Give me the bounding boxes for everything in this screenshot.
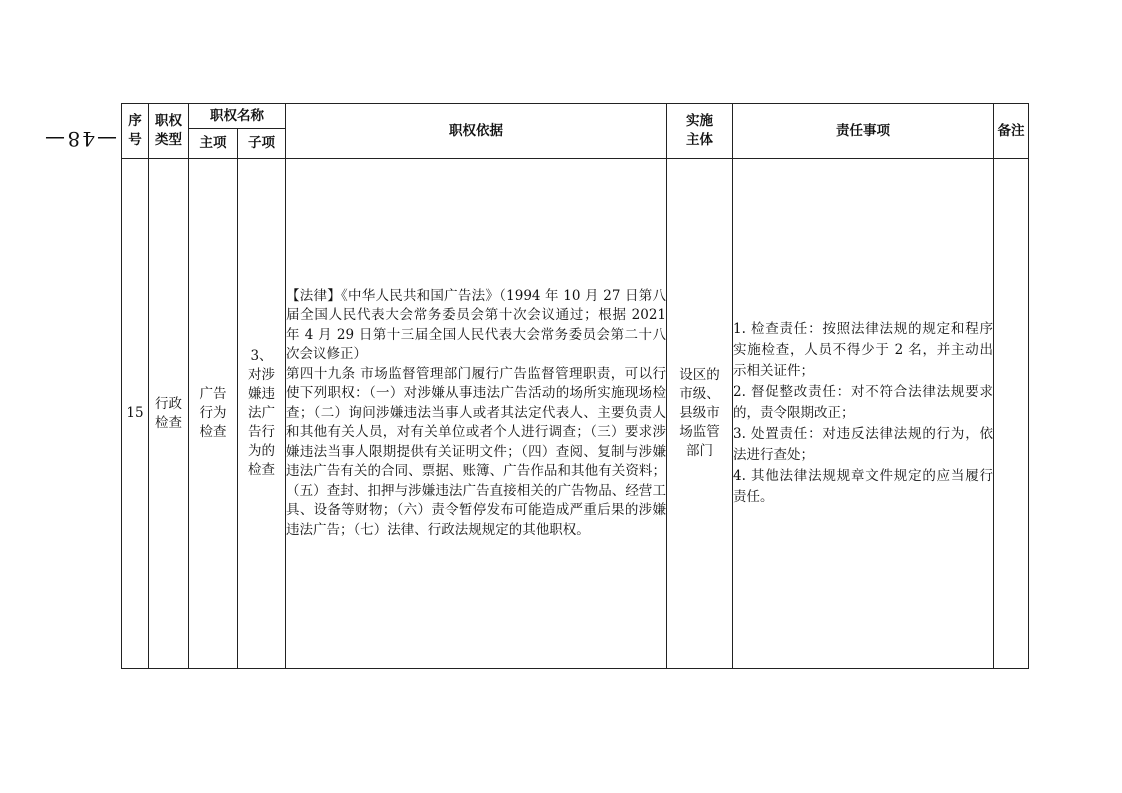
cell-authority-type: 行政检查 [149, 159, 189, 669]
duty-item: 2. 督促整改责任：对不符合法律法规要求的，责令限期改正； [733, 384, 993, 421]
page-number-value: 48 [65, 127, 95, 151]
cell-main-item: 广告行为检查 [189, 159, 238, 669]
duty-item: 4. 其他法律法规规章文件规定的应当履行责任。 [733, 468, 993, 505]
header-authority-type: 职权类型 [149, 104, 189, 159]
page-number-dash-left: — [94, 127, 117, 151]
header-remarks: 备注 [994, 104, 1029, 159]
duty-item: 3. 处置责任：对违反法律法规的行为，依法进行查处； [733, 426, 993, 463]
header-basis: 职权依据 [286, 104, 667, 159]
cell-duties [733, 159, 994, 669]
page-number-dash-right: — [43, 127, 66, 151]
basis-law-citation: 【法律】《中华人民共和国广告法》（1994 年 10 月 27 日第八届全国人民代表大会常务委员会第十次会议通过；根据 2021 年 4 月 29 日第十三届全国人民代表大会常务委员会第二十八次会议修正） [286, 287, 666, 363]
basis-article: 第四十九条 市场监督管理部门履行广告监督管理职责，可以行使下列职权：（一）对涉嫌从事违法广告活动的场所实施现场检查；（二）询问涉嫌违法当事人或者其法定代表人、主要负责人和其他有关人员，对有关单位或者个人进行调查；（三）要求涉嫌违法当事人限期提供有关证明文件；（四）查阅、复制与涉嫌违法广告有关的合同、票据、账簿、广告作品和其他有关资料；（五）查封、扣押与涉嫌违法广告直接相关的广告物品、经营工具、设备等财物；（六）责令暂停发布可能造成严重后果的涉嫌违法广告；（七）法律、行政法规规定的其他职权。 [286, 365, 666, 538]
header-index: 序号 [122, 104, 149, 159]
header-main-item: 主项 [189, 129, 238, 159]
header-duties: 责任事项 [733, 104, 994, 159]
header-row-1 [122, 104, 1029, 129]
page-number [35, 119, 125, 159]
cell-sub-item: 3、对涉嫌违法广告行为的检查 [238, 159, 286, 669]
header-sub-item: 子项 [238, 129, 286, 159]
authority-table [121, 103, 1029, 669]
header-subject: 实施主体 [667, 104, 733, 159]
cell-basis [286, 159, 667, 669]
cell-index: 15 [122, 159, 149, 669]
table-row [122, 159, 1029, 669]
header-authority-name: 职权名称 [189, 104, 286, 129]
cell-subject: 设区的市级、县级市场监管部门 [667, 159, 733, 669]
duty-item: 1. 检查责任：按照法律法规的规定和程序实施检查，人员不得少于 2 名，并主动出示相关证件； [733, 321, 993, 379]
cell-remarks [994, 159, 1029, 669]
